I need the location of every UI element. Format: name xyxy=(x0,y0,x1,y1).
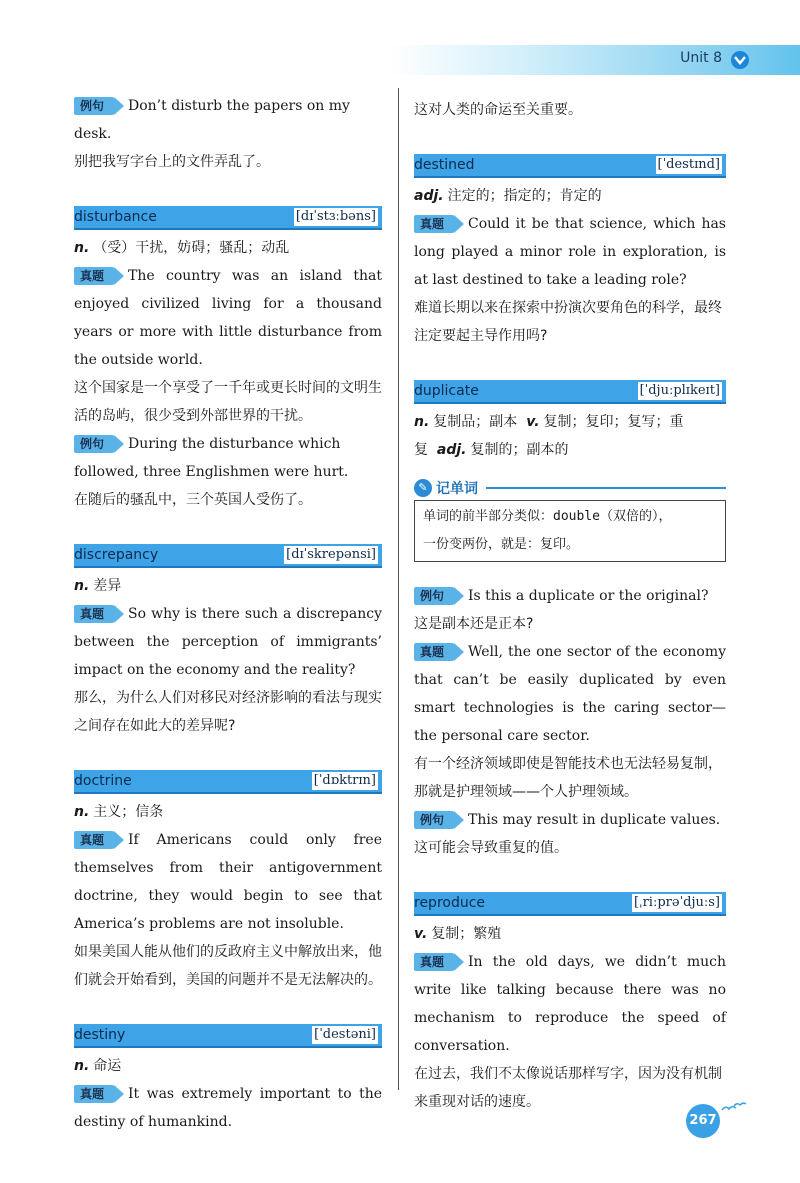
phonetic: [dɪˈskrepənsi] xyxy=(286,547,376,562)
definition: n. （受）干扰，妨碍；骚乱；动乱 xyxy=(74,240,290,256)
intro-example: 例句 Don’t disturb the papers on my desk. xyxy=(74,98,350,142)
example-sentence: 例句 This may result in duplicate values. xyxy=(414,806,726,834)
phonetic: [ˈdestəni] xyxy=(314,1027,376,1042)
page-number: 267 xyxy=(686,1104,720,1138)
chevron-down-icon xyxy=(730,50,750,70)
birds-icon xyxy=(720,1100,748,1118)
entry-head-disturbance xyxy=(74,206,382,230)
definition: n. 命运 xyxy=(74,1058,122,1074)
exam-sentence: 真题 Well, the one sector of the economy that can’t be easily duplicated by even smart technologies is the caring sector—the personal care sector. xyxy=(414,644,726,744)
memory-tip xyxy=(414,478,726,562)
headword: destined xyxy=(414,157,475,173)
example-badge: 例句 xyxy=(414,811,454,829)
headword: duplicate xyxy=(414,383,479,399)
memory-tip-title: ✎ 记单词 xyxy=(414,478,726,498)
entry-head-destined xyxy=(414,154,726,178)
exam-translation: 那么，为什么人们对移民对经济影响的看法与现实之间存在如此大的差异呢? xyxy=(74,690,382,734)
example-translation: 这可能会导致重复的值。 xyxy=(414,840,568,856)
exam-sentence: 真题 Could it be that science, which has long played a minor role in exploration, is at last destined to take a leading role? xyxy=(414,216,726,288)
phonetic: [ˈdestɪnd] xyxy=(657,157,720,172)
exam-badge: 真题 xyxy=(74,831,114,849)
exam-badge: 真题 xyxy=(414,643,454,661)
unit-label: Unit 8 xyxy=(680,50,722,66)
headword: reproduce xyxy=(414,895,486,911)
exam-badge: 真题 xyxy=(74,605,114,623)
phonetic: [ˈdjuːplɪkeɪt] xyxy=(639,383,720,398)
definition: adj. 注定的；指定的；肯定的 xyxy=(414,188,602,204)
entry-head-discrepancy xyxy=(74,544,382,568)
headword: destiny xyxy=(74,1027,126,1043)
definition: v. 复制；繁殖 xyxy=(414,926,502,942)
headword: doctrine xyxy=(74,773,132,789)
example-sentence: 例句 Is this a duplicate or the original? xyxy=(414,582,726,610)
continued-translation: 这对人类的命运至关重要。 xyxy=(414,102,582,118)
phonetic: [dɪˈstɜːbəns] xyxy=(295,209,376,224)
left-column xyxy=(74,92,382,1136)
exam-sentence: 真题 In the old days, we didn’t much write like talking because there was no mechanism to reproduce the speed of conversation. xyxy=(414,954,726,1054)
exam-badge: 真题 xyxy=(74,1085,114,1103)
headword: disturbance xyxy=(74,209,157,225)
column-divider xyxy=(398,88,399,1090)
exam-badge: 真题 xyxy=(414,215,454,233)
phonetic: [ˌriːprəˈdjuːs] xyxy=(633,895,720,910)
exam-sentence: 真题 It was extremely important to the destiny of humankind. xyxy=(74,1086,382,1130)
exam-translation: 在过去，我们不太像说话那样写字，因为没有机制来重现对话的速度。 xyxy=(414,1066,722,1110)
exam-sentence: 真题 The country was an island that enjoyed civilized living for a thousand years or more with little disturbance from the outside world. xyxy=(74,268,382,368)
example-badge: 例句 xyxy=(414,587,454,605)
right-column xyxy=(414,92,726,1116)
definition: n. 差异 xyxy=(74,578,122,594)
entry-head-reproduce xyxy=(414,892,726,916)
example-badge: 例句 xyxy=(74,97,114,115)
definition: n. 复制品；副本 v. 复制；复印；复写；重复 adj. 复制的；副本的 xyxy=(414,414,684,458)
entry-head-doctrine xyxy=(74,770,382,794)
entry-head-duplicate xyxy=(414,380,726,404)
intro-example-zh: 别把我写字台上的文件弄乱了。 xyxy=(74,154,270,170)
memory-tip-body: 单词的前半部分类似：double（双倍的）， 一份变两份，就是：复印。 xyxy=(414,500,726,562)
example-badge: 例句 xyxy=(74,435,114,453)
example-translation: 在随后的骚乱中，三个英国人受伤了。 xyxy=(74,492,312,508)
exam-sentence: 真题 If Americans could only free themselves from their antigovernment doctrine, they would begin to see that America’s problems are not insoluble. xyxy=(74,832,382,932)
exam-translation: 如果美国人能从他们的反政府主义中解放出来，他们就会开始看到，美国的问题并不是无法解决的。 xyxy=(74,944,382,988)
unit-banner xyxy=(390,45,800,75)
definition: n. 主义；信条 xyxy=(74,804,164,820)
exam-badge: 真题 xyxy=(414,953,454,971)
exam-translation: 难道长期以来在探索中扮演次要角色的科学，最终注定要起主导作用吗? xyxy=(414,300,722,344)
bulb-icon: ✎ xyxy=(414,479,432,497)
headword: discrepancy xyxy=(74,547,159,563)
exam-sentence: 真题 So why is there such a discrepancy between the perception of immigrants’ impact on the economy and the reality? xyxy=(74,606,382,678)
exam-translation: 这个国家是一个享受了一千年或更长时间的文明生活的岛屿，很少受到外部世界的干扰。 xyxy=(74,380,382,424)
entry-head-destiny xyxy=(74,1024,382,1048)
phonetic: [ˈdɒktrɪn] xyxy=(313,773,376,788)
exam-badge: 真题 xyxy=(74,267,114,285)
example-translation: 这是副本还是正本? xyxy=(414,616,534,632)
exam-translation: 有一个经济领域即使是智能技术也无法轻易复制，那就是护理领域——个人护理领域。 xyxy=(414,756,722,800)
example-sentence: 例句 During the disturbance which followed, three Englishmen were hurt. xyxy=(74,436,349,480)
